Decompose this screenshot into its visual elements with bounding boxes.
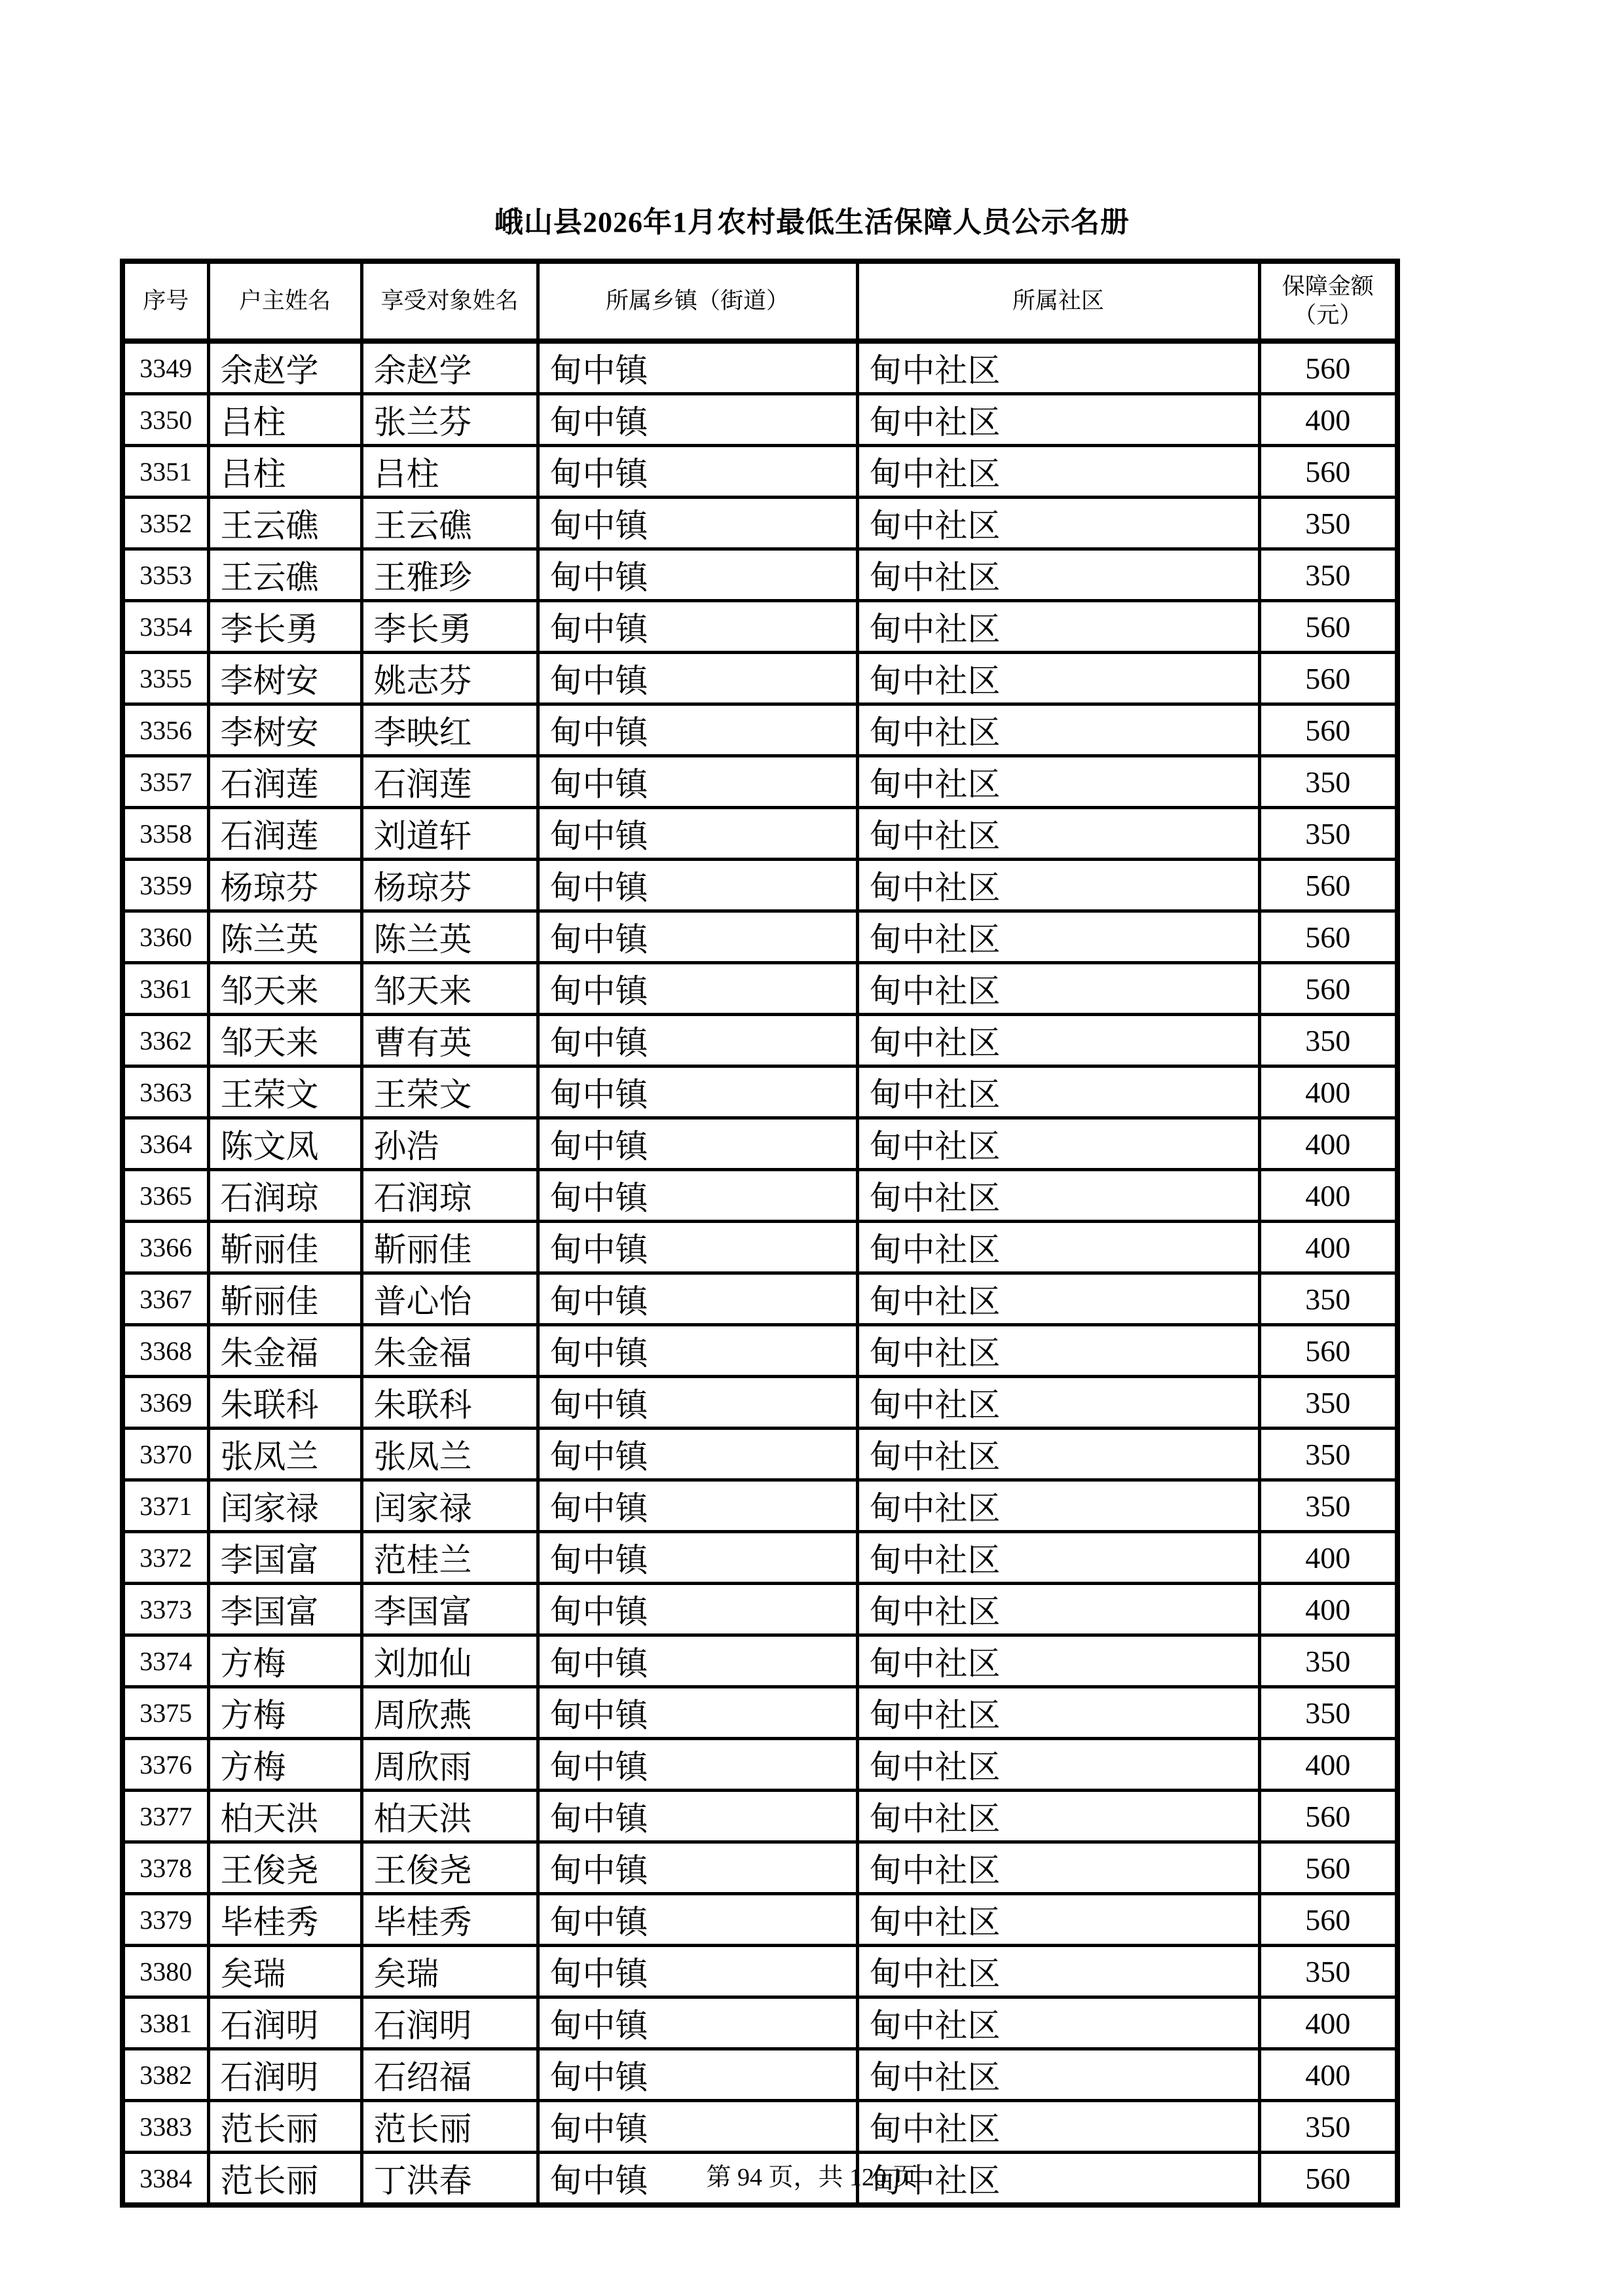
cell-amount: 400	[1259, 1739, 1397, 1791]
cell-serial-number: 3371	[122, 1480, 208, 1532]
cell-beneficiary-name: 丁洪春	[361, 2153, 538, 2206]
cell-beneficiary-name: 朱联科	[361, 1377, 538, 1429]
cell-township: 甸中镇	[538, 1946, 857, 1997]
cell-household-name: 方梅	[208, 1739, 361, 1791]
cell-community: 甸中社区	[857, 704, 1259, 756]
cell-township: 甸中镇	[538, 2049, 857, 2101]
cell-serial-number: 3383	[122, 2101, 208, 2153]
cell-community: 甸中社区	[857, 1273, 1259, 1325]
cell-serial-number: 3384	[122, 2153, 208, 2206]
cell-community: 甸中社区	[857, 1635, 1259, 1687]
cell-household-name: 柏天洪	[208, 1791, 361, 1842]
cell-household-name: 方梅	[208, 1635, 361, 1687]
cell-household-name: 邹天来	[208, 1015, 361, 1066]
cell-beneficiary-name: 朱金福	[361, 1325, 538, 1377]
cell-serial-number: 3358	[122, 808, 208, 860]
cell-community: 甸中社区	[857, 860, 1259, 911]
cell-community: 甸中社区	[857, 1894, 1259, 1946]
cell-serial-number: 3350	[122, 394, 208, 446]
cell-amount: 560	[1259, 446, 1397, 498]
cell-amount: 560	[1259, 1842, 1397, 1894]
cell-household-name: 杨琼芬	[208, 860, 361, 911]
cell-community: 甸中社区	[857, 756, 1259, 808]
cell-beneficiary-name: 李映红	[361, 704, 538, 756]
cell-serial-number: 3359	[122, 860, 208, 911]
cell-amount: 560	[1259, 1791, 1397, 1842]
header-amount-line2: （元）	[1293, 302, 1363, 328]
cell-serial-number: 3362	[122, 1015, 208, 1066]
cell-amount: 400	[1259, 1118, 1397, 1170]
cell-township: 甸中镇	[538, 498, 857, 549]
roster-table	[120, 259, 1400, 2208]
table-row	[122, 1066, 1397, 1118]
cell-household-name: 毕桂秀	[208, 1894, 361, 1946]
cell-amount: 350	[1259, 498, 1397, 549]
cell-amount: 350	[1259, 1015, 1397, 1066]
cell-household-name: 石润莲	[208, 756, 361, 808]
cell-community: 甸中社区	[857, 1791, 1259, 1842]
cell-beneficiary-name: 周欣雨	[361, 1739, 538, 1791]
cell-serial-number: 3354	[122, 601, 208, 653]
cell-household-name: 邹天来	[208, 963, 361, 1015]
table-row	[122, 1842, 1397, 1894]
table-row	[122, 1480, 1397, 1532]
cell-serial-number: 3368	[122, 1325, 208, 1377]
cell-township: 甸中镇	[538, 1429, 857, 1480]
cell-household-name: 吕柱	[208, 394, 361, 446]
cell-household-name: 李国富	[208, 1584, 361, 1635]
cell-household-name: 李长勇	[208, 601, 361, 653]
table-row	[122, 1687, 1397, 1739]
cell-beneficiary-name: 靳丽佳	[361, 1222, 538, 1273]
cell-household-name: 靳丽佳	[208, 1273, 361, 1325]
cell-beneficiary-name: 吕柱	[361, 446, 538, 498]
cell-township: 甸中镇	[538, 1739, 857, 1791]
cell-household-name: 方梅	[208, 1687, 361, 1739]
table-row	[122, 911, 1397, 963]
cell-beneficiary-name: 李长勇	[361, 601, 538, 653]
cell-amount: 560	[1259, 341, 1397, 394]
cell-amount: 560	[1259, 1325, 1397, 1377]
table-row	[122, 1584, 1397, 1635]
cell-community: 甸中社区	[857, 1480, 1259, 1532]
header-amount-line1: 保障金额	[1282, 274, 1374, 300]
table-row	[122, 2049, 1397, 2101]
cell-beneficiary-name: 周欣燕	[361, 1687, 538, 1739]
cell-amount: 350	[1259, 1273, 1397, 1325]
table-row	[122, 1997, 1397, 2049]
cell-township: 甸中镇	[538, 601, 857, 653]
header-serial-number: 序号	[122, 261, 208, 341]
cell-community: 甸中社区	[857, 1739, 1259, 1791]
cell-household-name: 范长丽	[208, 2101, 361, 2153]
table-row	[122, 704, 1397, 756]
cell-amount: 400	[1259, 1066, 1397, 1118]
cell-community: 甸中社区	[857, 1377, 1259, 1429]
cell-beneficiary-name: 刘道轩	[361, 808, 538, 860]
cell-amount: 350	[1259, 1635, 1397, 1687]
cell-serial-number: 3352	[122, 498, 208, 549]
cell-township: 甸中镇	[538, 1997, 857, 2049]
cell-beneficiary-name: 石润莲	[361, 756, 538, 808]
cell-household-name: 王云礁	[208, 549, 361, 601]
cell-township: 甸中镇	[538, 1273, 857, 1325]
cell-household-name: 矣瑞	[208, 1946, 361, 1997]
cell-community: 甸中社区	[857, 1842, 1259, 1894]
roster-table-body	[122, 341, 1397, 2205]
cell-amount: 560	[1259, 601, 1397, 653]
cell-township: 甸中镇	[538, 1480, 857, 1532]
cell-township: 甸中镇	[538, 860, 857, 911]
cell-amount: 350	[1259, 549, 1397, 601]
cell-serial-number: 3349	[122, 341, 208, 394]
header-community: 所属社区	[857, 261, 1259, 341]
cell-beneficiary-name: 曹有英	[361, 1015, 538, 1066]
table-row	[122, 808, 1397, 860]
cell-amount: 350	[1259, 1480, 1397, 1532]
cell-beneficiary-name: 王俊尧	[361, 1842, 538, 1894]
table-row	[122, 963, 1397, 1015]
cell-household-name: 王荣文	[208, 1066, 361, 1118]
cell-serial-number: 3365	[122, 1170, 208, 1222]
cell-beneficiary-name: 石润琼	[361, 1170, 538, 1222]
cell-township: 甸中镇	[538, 911, 857, 963]
cell-beneficiary-name: 柏天洪	[361, 1791, 538, 1842]
cell-serial-number: 3356	[122, 704, 208, 756]
cell-community: 甸中社区	[857, 963, 1259, 1015]
cell-beneficiary-name: 普心怡	[361, 1273, 538, 1325]
cell-township: 甸中镇	[538, 1791, 857, 1842]
cell-serial-number: 3364	[122, 1118, 208, 1170]
cell-amount: 400	[1259, 2049, 1397, 2101]
header-amount	[1259, 261, 1397, 341]
cell-amount: 560	[1259, 653, 1397, 704]
table-row	[122, 1894, 1397, 1946]
cell-township: 甸中镇	[538, 446, 857, 498]
cell-amount: 400	[1259, 394, 1397, 446]
cell-serial-number: 3366	[122, 1222, 208, 1273]
cell-household-name: 陈文凤	[208, 1118, 361, 1170]
cell-beneficiary-name: 毕桂秀	[361, 1894, 538, 1946]
cell-township: 甸中镇	[538, 1066, 857, 1118]
cell-township: 甸中镇	[538, 394, 857, 446]
cell-beneficiary-name: 姚志芬	[361, 653, 538, 704]
cell-household-name: 王云礁	[208, 498, 361, 549]
cell-township: 甸中镇	[538, 1635, 857, 1687]
table-row	[122, 394, 1397, 446]
cell-community: 甸中社区	[857, 1584, 1259, 1635]
cell-serial-number: 3378	[122, 1842, 208, 1894]
cell-household-name: 石润明	[208, 2049, 361, 2101]
cell-household-name: 范长丽	[208, 2153, 361, 2206]
cell-community: 甸中社区	[857, 1997, 1259, 2049]
cell-amount: 560	[1259, 860, 1397, 911]
cell-beneficiary-name: 闰家禄	[361, 1480, 538, 1532]
cell-serial-number: 3375	[122, 1687, 208, 1739]
cell-community: 甸中社区	[857, 653, 1259, 704]
page-title: 峨山县2026年1月农村最低生活保障人员公示名册	[494, 206, 1130, 238]
cell-community: 甸中社区	[857, 1429, 1259, 1480]
cell-beneficiary-name: 邹天来	[361, 963, 538, 1015]
cell-township: 甸中镇	[538, 1377, 857, 1429]
cell-amount: 560	[1259, 704, 1397, 756]
cell-amount: 350	[1259, 756, 1397, 808]
cell-household-name: 李树安	[208, 704, 361, 756]
cell-community: 甸中社区	[857, 446, 1259, 498]
cell-serial-number: 3370	[122, 1429, 208, 1480]
cell-serial-number: 3353	[122, 549, 208, 601]
header-beneficiary-name: 享受对象姓名	[361, 261, 538, 341]
cell-household-name: 石润明	[208, 1997, 361, 2049]
cell-beneficiary-name: 石润明	[361, 1997, 538, 2049]
cell-beneficiary-name: 李国富	[361, 1584, 538, 1635]
table-row	[122, 1015, 1397, 1066]
table-row	[122, 860, 1397, 911]
table-row	[122, 1739, 1397, 1791]
cell-serial-number: 3381	[122, 1997, 208, 2049]
table-row	[122, 1429, 1397, 1480]
cell-beneficiary-name: 范长丽	[361, 2101, 538, 2153]
header-household-name: 户主姓名	[208, 261, 361, 341]
cell-amount: 400	[1259, 1170, 1397, 1222]
table-row	[122, 1170, 1397, 1222]
cell-amount: 560	[1259, 1894, 1397, 1946]
cell-township: 甸中镇	[538, 1687, 857, 1739]
cell-beneficiary-name: 刘加仙	[361, 1635, 538, 1687]
cell-beneficiary-name: 范桂兰	[361, 1532, 538, 1584]
cell-beneficiary-name: 王云礁	[361, 498, 538, 549]
cell-serial-number: 3351	[122, 446, 208, 498]
cell-household-name: 李国富	[208, 1532, 361, 1584]
cell-serial-number: 3373	[122, 1584, 208, 1635]
table-row	[122, 498, 1397, 549]
cell-township: 甸中镇	[538, 1532, 857, 1584]
cell-amount: 400	[1259, 1222, 1397, 1273]
page-footer: 第 94 页，共 120 页	[706, 2164, 918, 2191]
cell-community: 甸中社区	[857, 1118, 1259, 1170]
cell-amount: 350	[1259, 1377, 1397, 1429]
cell-township: 甸中镇	[538, 2101, 857, 2153]
cell-township: 甸中镇	[538, 549, 857, 601]
cell-beneficiary-name: 石绍福	[361, 2049, 538, 2101]
cell-household-name: 李树安	[208, 653, 361, 704]
cell-amount: 350	[1259, 2101, 1397, 2153]
cell-community: 甸中社区	[857, 341, 1259, 394]
cell-community: 甸中社区	[857, 2101, 1259, 2153]
cell-community: 甸中社区	[857, 549, 1259, 601]
cell-beneficiary-name: 杨琼芬	[361, 860, 538, 911]
cell-beneficiary-name: 孙浩	[361, 1118, 538, 1170]
cell-household-name: 靳丽佳	[208, 1222, 361, 1273]
cell-amount: 350	[1259, 808, 1397, 860]
cell-amount: 400	[1259, 1532, 1397, 1584]
cell-amount: 400	[1259, 1584, 1397, 1635]
cell-community: 甸中社区	[857, 601, 1259, 653]
cell-community: 甸中社区	[857, 2049, 1259, 2101]
cell-township: 甸中镇	[538, 1325, 857, 1377]
cell-amount: 560	[1259, 911, 1397, 963]
header-township: 所属乡镇（街道）	[538, 261, 857, 341]
cell-beneficiary-name: 王荣文	[361, 1066, 538, 1118]
cell-township: 甸中镇	[538, 704, 857, 756]
cell-community: 甸中社区	[857, 911, 1259, 963]
cell-household-name: 闰家禄	[208, 1480, 361, 1532]
table-row	[122, 1118, 1397, 1170]
cell-amount: 350	[1259, 1429, 1397, 1480]
cell-township: 甸中镇	[538, 963, 857, 1015]
table-row	[122, 653, 1397, 704]
table-row	[122, 601, 1397, 653]
cell-township: 甸中镇	[538, 341, 857, 394]
table-row	[122, 1222, 1397, 1273]
cell-township: 甸中镇	[538, 808, 857, 860]
cell-amount: 560	[1259, 963, 1397, 1015]
cell-serial-number: 3374	[122, 1635, 208, 1687]
cell-serial-number: 3357	[122, 756, 208, 808]
cell-community: 甸中社区	[857, 394, 1259, 446]
cell-serial-number: 3369	[122, 1377, 208, 1429]
cell-serial-number: 3355	[122, 653, 208, 704]
cell-township: 甸中镇	[538, 1842, 857, 1894]
cell-community: 甸中社区	[857, 808, 1259, 860]
table-row	[122, 1532, 1397, 1584]
table-row	[122, 1635, 1397, 1687]
cell-community: 甸中社区	[857, 1170, 1259, 1222]
cell-township: 甸中镇	[538, 1170, 857, 1222]
cell-community: 甸中社区	[857, 1015, 1259, 1066]
cell-serial-number: 3361	[122, 963, 208, 1015]
cell-beneficiary-name: 矣瑞	[361, 1946, 538, 1997]
cell-township: 甸中镇	[538, 756, 857, 808]
cell-beneficiary-name: 张凤兰	[361, 1429, 538, 1480]
cell-township: 甸中镇	[538, 1015, 857, 1066]
cell-serial-number: 3377	[122, 1791, 208, 1842]
cell-serial-number: 3367	[122, 1273, 208, 1325]
cell-household-name: 石润琼	[208, 1170, 361, 1222]
cell-serial-number: 3360	[122, 911, 208, 963]
table-row	[122, 1377, 1397, 1429]
cell-amount: 350	[1259, 1946, 1397, 1997]
table-row	[122, 1325, 1397, 1377]
cell-community: 甸中社区	[857, 1687, 1259, 1739]
cell-township: 甸中镇	[538, 1222, 857, 1273]
cell-community: 甸中社区	[857, 1532, 1259, 1584]
cell-township: 甸中镇	[538, 1584, 857, 1635]
cell-community: 甸中社区	[857, 1066, 1259, 1118]
table-row	[122, 341, 1397, 394]
table-row	[122, 446, 1397, 498]
cell-household-name: 余赵学	[208, 341, 361, 394]
cell-township: 甸中镇	[538, 1894, 857, 1946]
cell-community: 甸中社区	[857, 1946, 1259, 1997]
table-row	[122, 2101, 1397, 2153]
cell-household-name: 朱金福	[208, 1325, 361, 1377]
cell-community: 甸中社区	[857, 1222, 1259, 1273]
cell-community: 甸中社区	[857, 2153, 1259, 2206]
cell-community: 甸中社区	[857, 1325, 1259, 1377]
cell-household-name: 石润莲	[208, 808, 361, 860]
cell-serial-number: 3372	[122, 1532, 208, 1584]
table-row	[122, 1273, 1397, 1325]
cell-amount: 350	[1259, 1687, 1397, 1739]
cell-township: 甸中镇	[538, 2153, 857, 2206]
cell-beneficiary-name: 王雅珍	[361, 549, 538, 601]
table-row	[122, 1946, 1397, 1997]
cell-household-name: 陈兰英	[208, 911, 361, 963]
cell-serial-number: 3376	[122, 1739, 208, 1791]
cell-serial-number: 3382	[122, 2049, 208, 2101]
cell-township: 甸中镇	[538, 1118, 857, 1170]
cell-amount: 560	[1259, 2153, 1397, 2206]
cell-amount: 400	[1259, 1997, 1397, 2049]
cell-beneficiary-name: 余赵学	[361, 341, 538, 394]
cell-household-name: 朱联科	[208, 1377, 361, 1429]
cell-household-name: 王俊尧	[208, 1842, 361, 1894]
cell-household-name: 张凤兰	[208, 1429, 361, 1480]
header-row	[122, 261, 1397, 341]
table-row	[122, 756, 1397, 808]
cell-beneficiary-name: 陈兰英	[361, 911, 538, 963]
cell-serial-number: 3363	[122, 1066, 208, 1118]
cell-community: 甸中社区	[857, 498, 1259, 549]
cell-serial-number: 3379	[122, 1894, 208, 1946]
cell-beneficiary-name: 张兰芬	[361, 394, 538, 446]
table-row	[122, 549, 1397, 601]
cell-township: 甸中镇	[538, 653, 857, 704]
cell-serial-number: 3380	[122, 1946, 208, 1997]
table-row	[122, 1791, 1397, 1842]
cell-household-name: 吕柱	[208, 446, 361, 498]
